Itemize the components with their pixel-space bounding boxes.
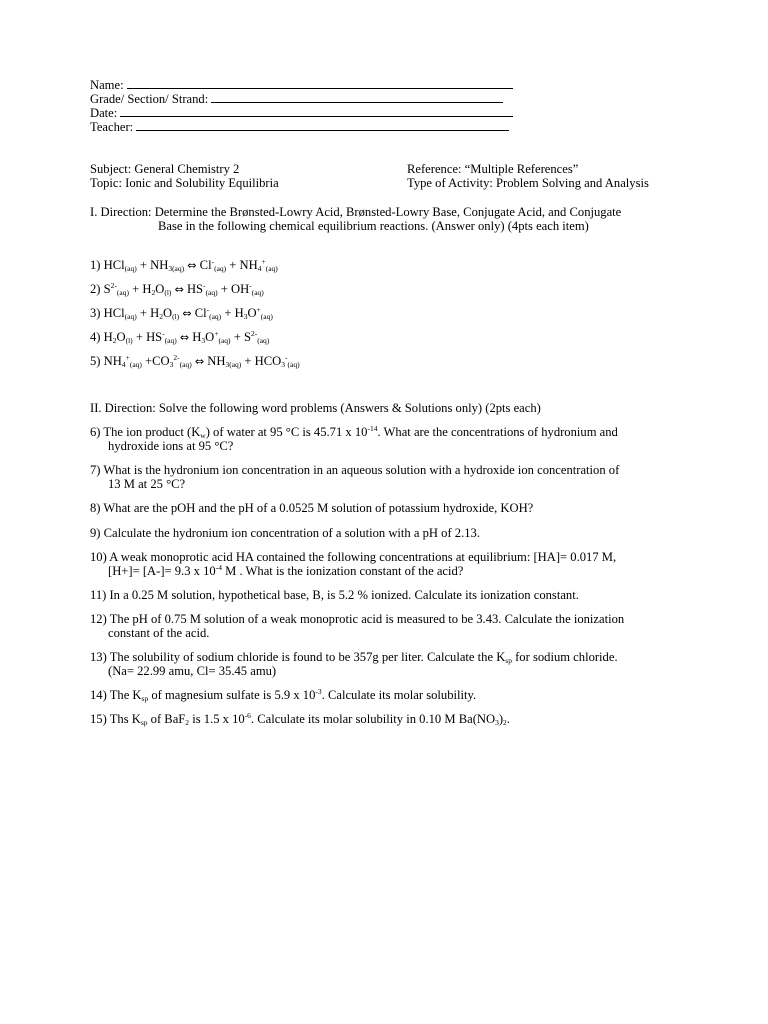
grade-line — [90, 92, 513, 106]
q15-text-b: of BaF — [147, 712, 186, 726]
equilibrium-arrow-icon: ⇔ — [182, 307, 192, 320]
grade-label: Grade/ Section/ Strand: — [90, 92, 209, 106]
q13-text-b: for sodium chloride. — [511, 650, 618, 664]
q12-text-cont: constant of the acid. — [108, 626, 210, 640]
part1-direction — [90, 205, 621, 233]
q14-text-c: . Calculate its molar solubility. — [321, 688, 477, 702]
header-fields — [90, 78, 513, 134]
date-label: Date: — [90, 106, 118, 120]
question-12 — [90, 612, 680, 640]
date-line — [90, 106, 513, 120]
reference-text: Reference: “Multiple References” — [407, 162, 579, 176]
q10-text: 10) A weak monoprotic acid HA contained the following concentrations at equilibrium: [HA]= 0.017 M, — [90, 550, 617, 564]
question-9: 9) Calculate the hydronium ion concentration of a solution with a pH of 2.13. — [90, 526, 480, 540]
q7-text: 7) What is the hydronium ion concentration in an aqueous solution with a hydroxide ion concentration of — [90, 463, 620, 477]
date-blank — [120, 106, 513, 117]
reference-activity — [407, 162, 649, 190]
equation-2: 2) $S^{2-}_{(aq)} + H_2O_{(l)}$ ⇔ $HS^-_{(aq)} + OH^-_{(aq)}$ — [90, 281, 264, 297]
question-8: 8) What are the pOH and the pH of a 0.0525 M solution of potassium hydroxide, KOH? — [90, 501, 534, 515]
name-label: Name: — [90, 78, 124, 92]
q6-text-cont: hydroxide ions at 95 °C? — [108, 439, 234, 453]
name-blank — [127, 78, 513, 89]
question-6: 6) The ion product $(K_w)$ of water at 95 °C is 45.71 x $10^{-14}$. What are the concentrations of hydronium and hydroxide ions at 95 °C? — [90, 425, 680, 453]
q14-text-b: of magnesium sulfate is 5.9 x 10 — [148, 688, 316, 702]
q10-cont-a: [H+]= [A-]= 9.3 x 10 — [108, 564, 216, 578]
teacher-label: Teacher: — [90, 120, 134, 134]
q13-text-cont: (Na= 22.99 amu, Cl= 35.45 amu) — [108, 664, 277, 678]
equation-5: 5) $NH_4^+_{(aq)} +CO_3^{2-}_{(aq)}$ ⇔ $NH_{3(aq)} + HCO_3^-_{(aq)}$ — [90, 353, 300, 369]
teacher-blank — [136, 120, 509, 131]
part1-direction-line1: I. Direction: Determine the Brønsted-Lowry Acid, Brønsted-Lowry Base, Conjugate Acid, and Conjugate — [90, 205, 622, 219]
q6-text-c: . What are the concentrations of hydronium and — [377, 425, 618, 439]
equation-4: 4) $H_2O_{(l)} + HS^-_{(aq)}$ ⇔ $H_3O^+_{(aq)} + S^{2-}_{(aq)}$ — [90, 329, 270, 345]
equilibrium-arrow-icon: ⇔ — [179, 331, 190, 344]
q15-text-a: 15) Ths K — [90, 712, 141, 726]
q13-text-a: 13) The solubility of sodium chloride is found to be 357g per liter. Calculate the K — [90, 650, 506, 664]
q15-text-e: ) — [498, 712, 504, 726]
question-13: 13) The solubility of sodium chloride is found to be 357g per liter. Calculate the $K_{sp}$ for sodium chloride. (Na= 22.99 amu, Cl= 35.45 amu) — [90, 650, 680, 678]
activity-text: Type of Activity: Problem Solving and Analysis — [407, 176, 649, 190]
q15-text-d: . Calculate its molar solubility in 0.10 M Ba(NO — [250, 712, 496, 726]
question-7 — [90, 463, 680, 491]
question-10 — [90, 550, 680, 578]
subject-topic — [90, 162, 279, 190]
equilibrium-arrow-icon: ⇔ — [174, 283, 184, 296]
equilibrium-arrow-icon: ⇔ — [187, 259, 197, 272]
q6-text-b: ) of water at 95 °C is 45.71 x 10 — [205, 425, 368, 439]
question-11: 11) In a 0.25 M solution, hypothetical base, B, is 5.2 % ionized. Calculate its ionization constant. — [90, 588, 579, 602]
equation-1: 1) $HCl_{(aq)} + NH_{3(aq)}$ ⇔ $Cl^-_{(aq)} + NH_4^+_{(aq)}$ — [90, 257, 278, 273]
q15-text-f: . — [506, 712, 510, 726]
q10-text-cont: [H+]= [A-]= 9.3 x $10^{-4}$ M . What is the ionization constant of the acid? — [108, 563, 464, 578]
q15-text-c: is 1.5 x 10 — [189, 712, 245, 726]
q10-cont-b: M . What is the ionization constant of the acid? — [221, 564, 464, 578]
grade-blank — [211, 92, 503, 103]
question-14: 14) The $K_{sp}$ of magnesium sulfate is 5.9 x $10^{-3}$. Calculate its molar solubility. — [90, 687, 477, 703]
part1-direction-line2: Base in the following chemical equilibrium reactions. (Answer only) (4pts each item) — [158, 219, 589, 233]
teacher-line — [90, 120, 513, 134]
q7-text-cont: 13 M at 25 °C? — [108, 477, 186, 491]
q12-text: 12) The pH of 0.75 M solution of a weak monoprotic acid is measured to be 3.43. Calculate the ionization — [90, 612, 625, 626]
question-15: 15) Ths $K_{sp}$ of BaF$_2$ is 1.5 x $10^{-6}$. Calculate its molar solubility in 0.10 M $Ba(NO_3)_2$. — [90, 711, 510, 727]
subject-text: Subject: General Chemistry 2 — [90, 162, 240, 176]
part2-direction: II. Direction: Solve the following word problems (Answers & Solutions only) (2pts each) — [90, 401, 541, 415]
q6-text-a: 6) The ion product (K — [90, 425, 201, 439]
topic-text: Topic: Ionic and Solubility Equilibria — [90, 176, 279, 190]
q14-text-a: 14) The K — [90, 688, 142, 702]
equilibrium-arrow-icon: ⇔ — [194, 355, 205, 368]
name-line — [90, 78, 513, 92]
equation-3: 3) $HCl_{(aq)} + H_2O_{(l)}$ ⇔ $Cl^-_{(aq)} + H_3O^+_{(aq)}$ — [90, 305, 273, 321]
